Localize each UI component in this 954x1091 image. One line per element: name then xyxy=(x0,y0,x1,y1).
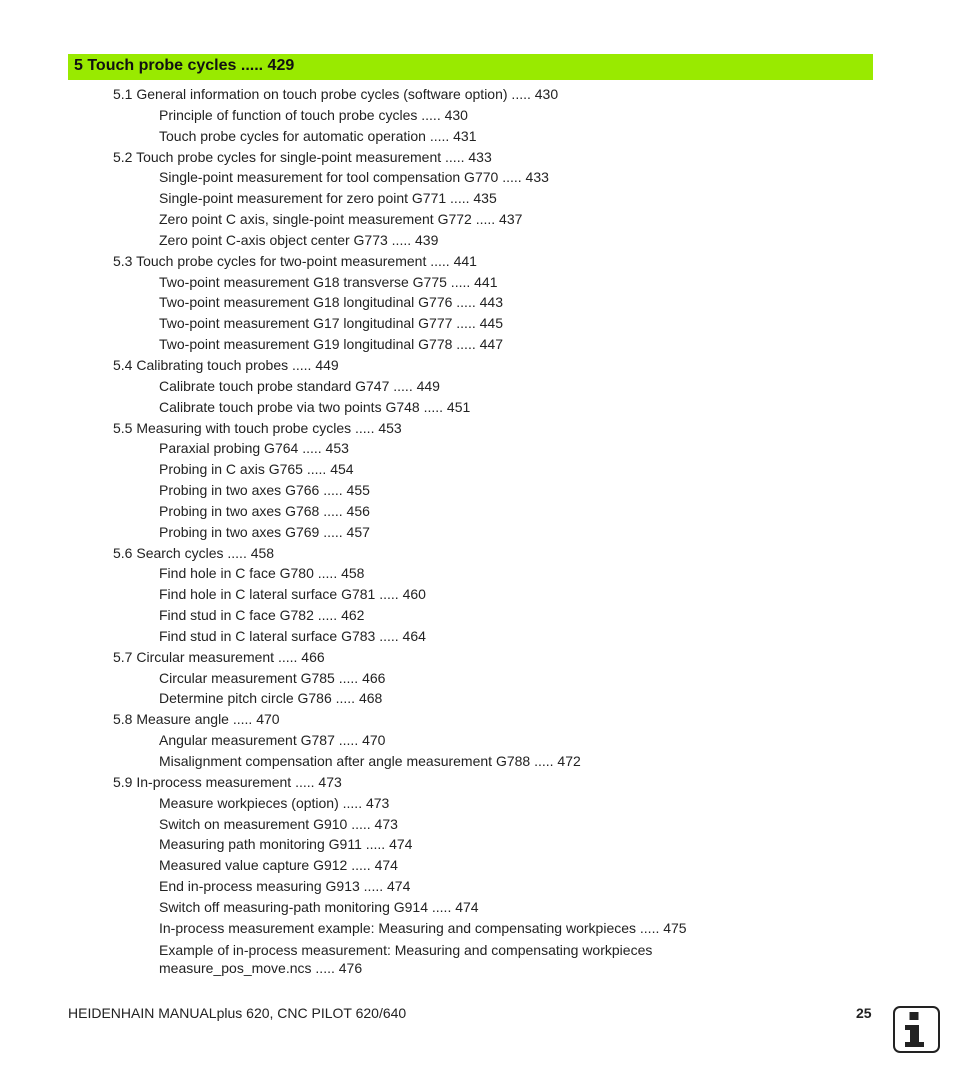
toc-section-entry[interactable]: 5.4 Calibrating touch probes ..... 449 xyxy=(113,356,339,373)
toc-subsection-entry[interactable]: Measure workpieces (option) ..... 473 xyxy=(159,794,390,811)
toc-subsection-entry[interactable]: Calibrate touch probe standard G747 ..... 449 xyxy=(159,377,440,394)
toc-subsection-entry[interactable]: Determine pitch circle G786 ..... 468 xyxy=(159,690,383,707)
toc-subsection-entry[interactable]: Principle of function of touch probe cycles ..... 430 xyxy=(159,106,468,123)
toc-section-entry[interactable]: 5.8 Measure angle ..... 470 xyxy=(113,711,280,728)
page-number: 25 xyxy=(856,1005,872,1021)
toc-subsection-entry[interactable]: Measured value capture G912 ..... 474 xyxy=(159,857,398,874)
toc-subsection-entry[interactable]: Probing in two axes G766 ..... 455 xyxy=(159,482,370,499)
toc-subsection-entry[interactable]: Switch on measurement G910 ..... 473 xyxy=(159,815,398,832)
toc-subsection-entry[interactable]: Probing in two axes G768 ..... 456 xyxy=(159,502,370,519)
chapter-title[interactable]: 5 Touch probe cycles ..... 429 xyxy=(74,57,295,74)
toc-subsection-entry[interactable]: Single-point measurement for tool compensation G770 ..... 433 xyxy=(159,169,549,186)
toc-section-entry[interactable]: 5.7 Circular measurement ..... 466 xyxy=(113,648,325,665)
toc-section-entry[interactable]: 5.5 Measuring with touch probe cycles ..... 453 xyxy=(113,419,402,436)
toc-subsection-entry[interactable]: Two-point measurement G17 longitudinal G777 ..... 445 xyxy=(159,315,503,332)
toc-section-entry[interactable]: 5.9 In-process measurement ..... 473 xyxy=(113,773,342,790)
toc-subsection-entry[interactable]: Switch off measuring-path monitoring G914 ..... 474 xyxy=(159,898,479,915)
info-icon xyxy=(893,1006,940,1053)
toc-subsection-entry[interactable]: Measuring path monitoring G911 ..... 474 xyxy=(159,836,413,853)
toc-subsection-entry[interactable]: Find hole in C face G780 ..... 458 xyxy=(159,565,365,582)
chapter-heading-bar xyxy=(68,54,873,80)
footer-manual-title: HEIDENHAIN MANUALplus 620, CNC PILOT 620/640 xyxy=(68,1005,407,1021)
toc-subsection-entry[interactable]: Angular measurement G787 ..... 470 xyxy=(159,732,386,749)
toc-section-entry[interactable]: 5.1 General information on touch probe cycles (software option) ..... 430 xyxy=(113,86,559,102)
toc-section-entry[interactable]: 5.2 Touch probe cycles for single-point measurement ..... 433 xyxy=(113,148,492,165)
toc-subsection-entry[interactable]: Example of in-process measurement: Measuring and compensating workpieces measure_pos_move.ncs ..... 476 xyxy=(159,941,653,976)
toc-subsection-entry[interactable]: Calibrate touch probe via two points G748 ..... 451 xyxy=(159,398,471,415)
toc-subsection-entry[interactable]: Zero point C axis, single-point measurement G772 ..... 437 xyxy=(159,211,523,228)
toc-subsection-entry[interactable]: Probing in two axes G769 ..... 457 xyxy=(159,523,370,540)
toc-subsection-entry[interactable]: Find hole in C lateral surface G781 ..... 460 xyxy=(159,586,426,603)
toc-subsection-entry[interactable]: Touch probe cycles for automatic operation ..... 431 xyxy=(159,127,477,144)
toc-section-entry[interactable]: 5.6 Search cycles ..... 458 xyxy=(113,544,275,561)
toc-subsection-entry[interactable]: Find stud in C lateral surface G783 ..... 464 xyxy=(159,627,426,644)
toc-subsection-entry[interactable]: In-process measurement example: Measuring and compensating workpieces ..... 475 xyxy=(159,919,687,936)
toc-subsection-entry[interactable]: Probing in C axis G765 ..... 454 xyxy=(159,461,354,478)
toc-section-entry[interactable]: 5.3 Touch probe cycles for two-point measurement ..... 441 xyxy=(113,252,477,269)
toc-subsection-entry[interactable]: Two-point measurement G18 longitudinal G776 ..... 443 xyxy=(159,294,503,311)
toc-subsection-entry[interactable]: Two-point measurement G19 longitudinal G778 ..... 447 xyxy=(159,336,503,353)
toc-subsection-entry[interactable]: Single-point measurement for zero point G771 ..... 435 xyxy=(159,190,497,207)
toc-subsection-entry[interactable]: Zero point C-axis object center G773 ..... 439 xyxy=(159,231,439,248)
toc-subsection-entry[interactable]: Two-point measurement G18 transverse G775 ..... 441 xyxy=(159,273,498,290)
table-of-contents xyxy=(0,84,954,977)
toc-subsection-entry[interactable]: Find stud in C face G782 ..... 462 xyxy=(159,607,365,624)
toc-subsection-entry[interactable]: Circular measurement G785 ..... 466 xyxy=(159,669,386,686)
toc-subsection-entry[interactable]: Paraxial probing G764 ..... 453 xyxy=(159,440,349,457)
toc-subsection-entry[interactable]: Misalignment compensation after angle measurement G788 ..... 472 xyxy=(159,753,581,769)
toc-subsection-entry[interactable]: End in-process measuring G913 ..... 474 xyxy=(159,878,411,895)
